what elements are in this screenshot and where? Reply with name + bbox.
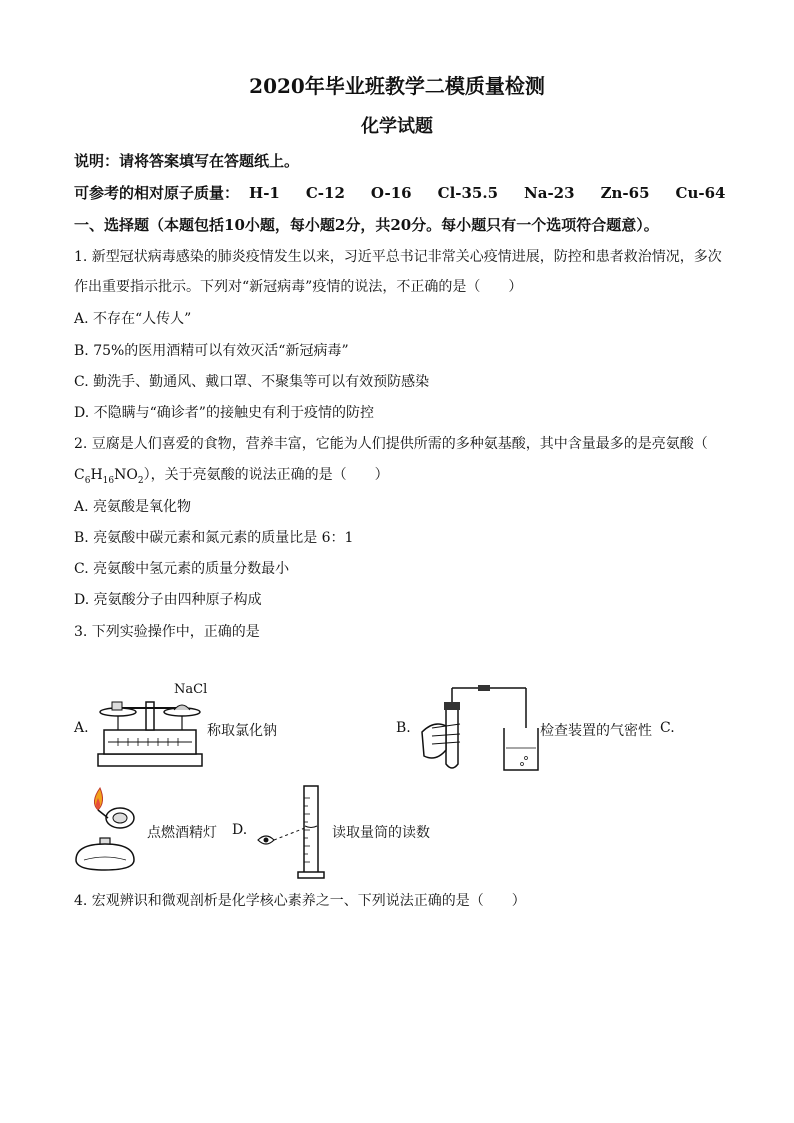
- q1-option-c: C. 勤洗手、勤通风、戴口罩、不聚集等可以有效预防感染: [74, 374, 430, 390]
- q3-option-c-letter: C.: [660, 720, 675, 736]
- atomic-mass-item: Cu-64: [675, 184, 726, 202]
- q2-stem-tail: ），关于亮氨酸的说法正确的是（ ）: [143, 467, 389, 483]
- q3-option-c-caption: 点燃酒精灯: [147, 825, 217, 841]
- formula-h-count: 16: [102, 475, 115, 486]
- atomic-mass-item: H-1: [249, 184, 280, 202]
- q2-option-a: A. 亮氨酸是氧化物: [74, 499, 192, 515]
- q2-option-b: B. 亮氨酸中碳元素和氮元素的质量比是 6：1: [74, 530, 354, 546]
- q3-option-d-caption: 读取量筒的读数: [332, 825, 430, 841]
- q2-option-c: C. 亮氨酸中氢元素的质量分数最小: [74, 561, 290, 577]
- atomic-mass-item: Cl-35.5: [437, 184, 499, 202]
- q2-option-d: D. 亮氨酸分子由四种原子构成: [74, 592, 262, 608]
- q3-option-a-caption: 称取氯化钠: [207, 723, 277, 739]
- exam-subtitle: 化学试题: [361, 116, 433, 137]
- formula-o-count: 2: [137, 475, 144, 486]
- q1-option-b: B. 75%的医用酒精可以有效灭活“新冠病毒”: [74, 343, 349, 359]
- q1-stem-line2: 作出重要指示批示。下列对“新冠病毒”疫情的说法，不正确的是（ ）: [74, 279, 523, 295]
- atomic-mass-item: Zn-65: [600, 184, 650, 202]
- q1-stem-line1: 1. 新型冠状病毒感染的肺炎疫情发生以来，习近平总书记非常关心疫情进展，防控和患者救治情况，多次: [74, 249, 722, 265]
- formula-c-count: 6: [84, 475, 91, 486]
- q3-stem: 3. 下列实验操作中，正确的是: [74, 624, 260, 640]
- atomic-mass-item: C-12: [305, 184, 345, 202]
- q1-option-d: D. 不隐瞒与“确诊者”的接触史有利于疫情的防控: [74, 405, 374, 421]
- instruction-note: 说明：请将答案填写在答题纸上。: [74, 152, 300, 170]
- airtightness-illustration: [416, 680, 540, 774]
- balance-illustration: [94, 694, 206, 770]
- section-heading: 一、选择题（本题包括10小题，每小题2分，共20分。每小题只有一个选项符合题意）。: [74, 216, 659, 234]
- formula-h: H: [90, 467, 103, 483]
- q4-stem: 4. 宏观辨识和微观剖析是化学核心素养之一、下列说法正确的是（ ）: [74, 893, 526, 909]
- atomic-mass-label: 可参考的相对原子质量：: [74, 184, 240, 202]
- atomic-mass-item: O-16: [370, 184, 412, 202]
- nacl-label: NaCl: [174, 682, 208, 697]
- q3-option-a-letter: A.: [74, 720, 89, 736]
- q3-option-b-letter: B.: [396, 720, 411, 736]
- q3-option-b-caption: 检查装置的气密性: [540, 723, 652, 739]
- alcohol-lamp-illustration: [72, 784, 152, 874]
- q1-option-a: A. 不存在“人传人”: [74, 311, 192, 327]
- q2-stem-line2: [74, 464, 389, 486]
- formula-no: NO: [114, 467, 138, 483]
- atomic-mass-line: [74, 182, 751, 203]
- graduated-cylinder-illustration: [252, 782, 332, 882]
- atomic-mass-item: Na-23: [524, 184, 575, 202]
- q3-option-d-letter: D.: [232, 822, 248, 838]
- q2-stem-line1: 2. 豆腐是人们喜爱的食物，营养丰富，它能为人们提供所需的多种氨基酸，其中含量最多的是亮氨酸（: [74, 436, 708, 452]
- exam-title: 2020年毕业班教学二模质量检测: [249, 74, 545, 98]
- formula-c: C: [74, 467, 85, 483]
